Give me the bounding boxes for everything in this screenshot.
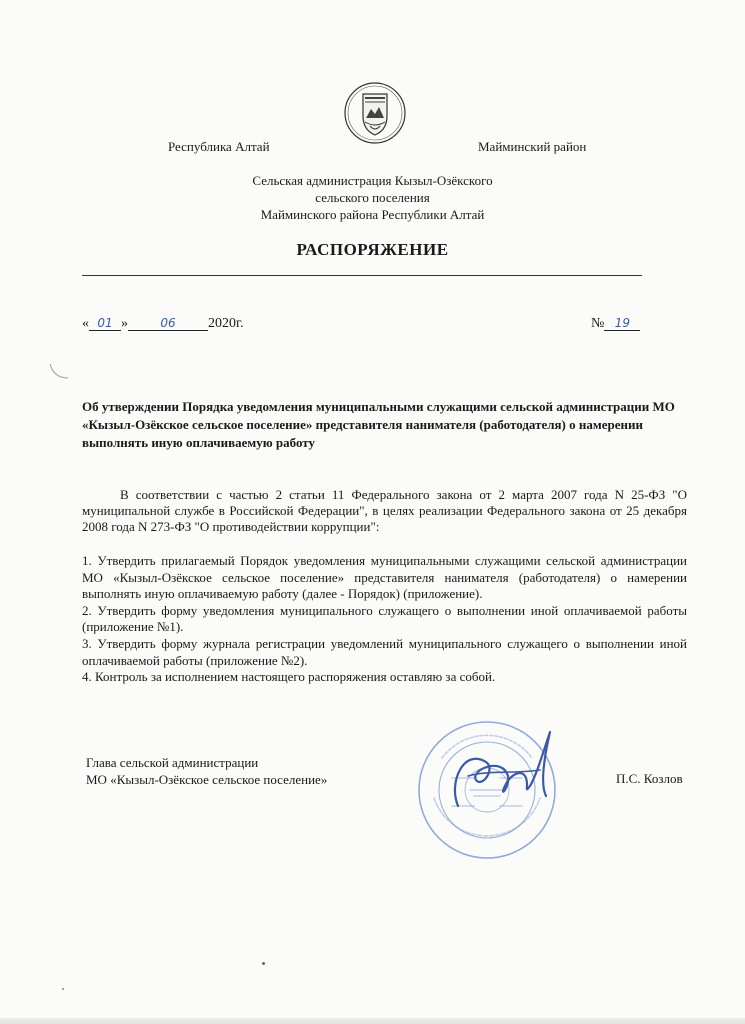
- date-close-quote: »: [121, 316, 128, 331]
- scan-bottom-edge: [0, 1018, 745, 1024]
- document-date: [82, 316, 244, 332]
- date-month: 06: [128, 316, 208, 331]
- organization-line-2: сельского поселения: [315, 190, 430, 205]
- date-year: 2020г.: [208, 316, 244, 331]
- paper-speck: [262, 962, 265, 965]
- order-item-4: 4. Контроль за исполнением настоящего распоряжения оставляю за собой.: [82, 669, 496, 685]
- organization-name: [0, 172, 745, 223]
- header-republic: Республика Алтай: [168, 139, 270, 154]
- signatory-position: [86, 754, 327, 788]
- number-label: №: [591, 316, 605, 331]
- order-items: [82, 553, 687, 686]
- order-item-2: 2. Утвердить форму уведомления муниципального служащего о выполнении иной оплачиваемой работы (приложение №1).: [82, 602, 687, 635]
- header-district: Майминский район: [478, 139, 587, 154]
- document-preamble: В соответствии с частью 2 статьи 11 Федерального закона от 2 марта 2007 года N 25-ФЗ "О муниципальной службе в Российской Федерации", в целях реализации Федерального закона от 25 декабря 2008 года N 273-ФЗ "О противодействии коррупции":: [82, 487, 687, 534]
- coat-of-arms-icon: [343, 80, 407, 146]
- signatory-position-line-2: МО «Кызыл-Озёкское сельское поселение»: [86, 772, 328, 787]
- document-subject: Об утверждении Порядка уведомления муниципальными служащими сельской администрации МО «Кызыл-Озёкское сельское поселение» представителя нанимателя (работодателя) о намерении выполнять иную оплачиваемую работу: [82, 399, 675, 450]
- handwritten-signature-icon: [430, 718, 570, 818]
- order-item-1: 1. Утвердить прилагаемый Порядок уведомления муниципальными служащими сельской администрации МО «Кызыл-Озёкское сельское поселение» представителя нанимателя (работодателя) о намерении выполнять иную оплачиваемую работу (далее - Порядок) (приложение).: [82, 553, 687, 602]
- date-day: 01: [89, 316, 121, 331]
- organization-line-1: Сельская администрация Кызыл-Озёкского: [252, 173, 493, 188]
- signatory-position-line-1: Глава сельской администрации: [86, 755, 259, 770]
- number-value: 19: [604, 316, 640, 331]
- title-divider: [82, 275, 642, 276]
- date-open-quote: «: [82, 316, 89, 331]
- paper-hole-mark: [48, 358, 72, 382]
- document-title: РАСПОРЯЖЕНИЕ: [296, 240, 449, 259]
- order-item-3: 3. Утвердить форму журнала регистрации уведомлений муниципального служащего о выполнении иной оплачиваемой работы (приложение №2).: [82, 635, 687, 668]
- document-number: [591, 316, 640, 332]
- organization-line-3: Майминского района Республики Алтай: [260, 207, 485, 222]
- paper-speck: [62, 988, 64, 990]
- signatory-name: П.С. Козлов: [616, 771, 683, 786]
